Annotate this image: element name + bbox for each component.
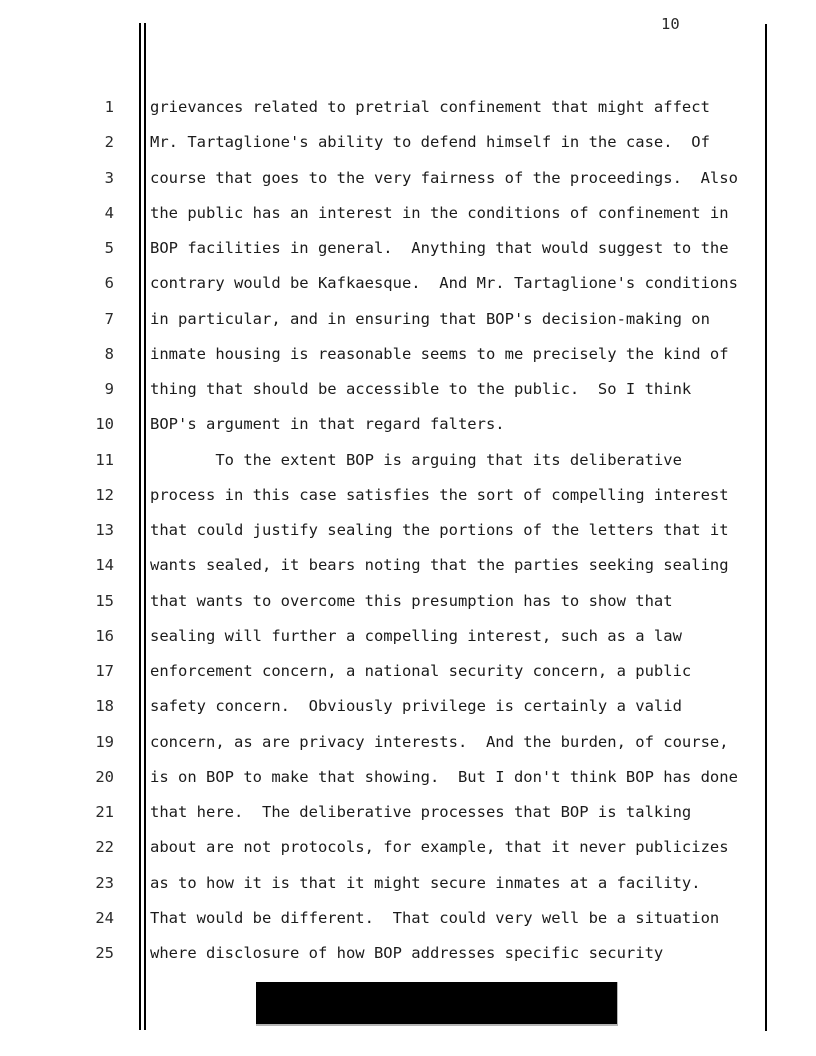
line-number: 2 [104, 133, 114, 152]
line-number: 21 [95, 803, 114, 821]
line-number: 5 [104, 239, 114, 257]
line-number: 19 [95, 732, 114, 751]
transcript-line-22 [0, 838, 816, 857]
line-text: To the extent BOP is arguing that its deliberative [150, 450, 682, 469]
transcript-line-21 [0, 803, 816, 822]
line-number: 4 [104, 203, 114, 222]
line-number: 15 [95, 591, 114, 610]
transcript-line-16 [0, 627, 816, 646]
transcript-line-24 [0, 909, 816, 928]
transcript-line-11 [0, 451, 816, 470]
line-text: contrary would be Kafkaesque. And Mr. Tartaglione's conditions [150, 274, 738, 293]
line-text: BOP facilities in general. Anything that would suggest to the [150, 239, 729, 257]
line-text: BOP's argument in that regard falters. [150, 415, 505, 434]
transcript-line-10 [0, 415, 816, 434]
transcript-line-4 [0, 204, 816, 223]
line-number: 14 [95, 556, 114, 575]
line-number: 7 [104, 309, 114, 328]
transcript-line-6 [0, 274, 816, 293]
line-text: the public has an interest in the conditions of confinement in [150, 203, 729, 222]
line-text: concern, as are privacy interests. And the burden, of course, [150, 732, 729, 751]
line-text: process in this case satisfies the sort of compelling interest [150, 485, 729, 504]
line-text: inmate housing is reasonable seems to me precisely the kind of [150, 344, 729, 363]
transcript-line-5 [0, 239, 816, 258]
line-text: that wants to overcome this presumption has to show that [150, 591, 673, 610]
line-number: 25 [95, 944, 114, 962]
line-number: 10 [95, 415, 114, 434]
line-text: wants sealed, it bears noting that the parties seeking sealing [150, 556, 729, 575]
line-text: Mr. Tartaglione's ability to defend himself in the case. Of [150, 133, 710, 152]
line-text: as to how it is that it might secure inmates at a facility. [150, 873, 701, 892]
transcript-line-3 [0, 169, 816, 188]
line-number: 18 [95, 697, 114, 716]
line-number: 12 [95, 485, 114, 504]
page-number: 10 [661, 15, 680, 33]
transcript-line-20 [0, 768, 816, 787]
line-number: 13 [95, 521, 114, 539]
transcript-line-14 [0, 556, 816, 575]
line-text: where disclosure of how BOP addresses specific security [150, 944, 664, 962]
line-number: 6 [104, 274, 114, 293]
line-number: 17 [95, 662, 114, 680]
line-text: safety concern. Obviously privilege is certainly a valid [150, 697, 682, 716]
redaction-box [256, 982, 618, 1026]
line-number: 20 [95, 767, 114, 786]
line-text: course that goes to the very fairness of the proceedings. Also [150, 168, 738, 187]
line-text: enforcement concern, a national security concern, a public [150, 662, 692, 680]
line-number: 3 [104, 168, 114, 187]
line-text: thing that should be accessible to the public. So I think [150, 380, 692, 398]
line-number: 16 [95, 626, 114, 645]
transcript-line-18 [0, 697, 816, 716]
line-number: 22 [95, 838, 114, 857]
transcript-line-15 [0, 592, 816, 611]
line-number: 9 [104, 380, 114, 398]
line-number: 11 [95, 450, 114, 469]
line-text: about are not protocols, for example, that it never publicizes [150, 838, 729, 857]
line-number: 1 [104, 98, 114, 116]
line-text: that could justify sealing the portions of the letters that it [150, 521, 729, 539]
transcript-line-12 [0, 486, 816, 505]
line-number: 24 [95, 908, 114, 927]
transcript-line-8 [0, 345, 816, 364]
line-number: 23 [95, 873, 114, 892]
line-number: 8 [104, 344, 114, 363]
line-text: sealing will further a compelling interest, such as a law [150, 626, 682, 645]
line-text: is on BOP to make that showing. But I don't think BOP has done [150, 767, 738, 786]
line-text: that here. The deliberative processes that BOP is talking [150, 803, 692, 821]
line-text: That would be different. That could very well be a situation [150, 908, 720, 927]
transcript-line-1 [0, 98, 816, 117]
transcript-line-23 [0, 874, 816, 893]
transcript-line-17 [0, 662, 816, 681]
transcript-line-19 [0, 733, 816, 752]
transcript-line-2 [0, 133, 816, 152]
transcript-line-25 [0, 944, 816, 963]
line-text: in particular, and in ensuring that BOP's decision-making on [150, 309, 710, 328]
transcript-line-7 [0, 310, 816, 329]
line-text: grievances related to pretrial confinement that might affect [150, 98, 710, 116]
transcript-line-9 [0, 380, 816, 399]
transcript-line-13 [0, 521, 816, 540]
